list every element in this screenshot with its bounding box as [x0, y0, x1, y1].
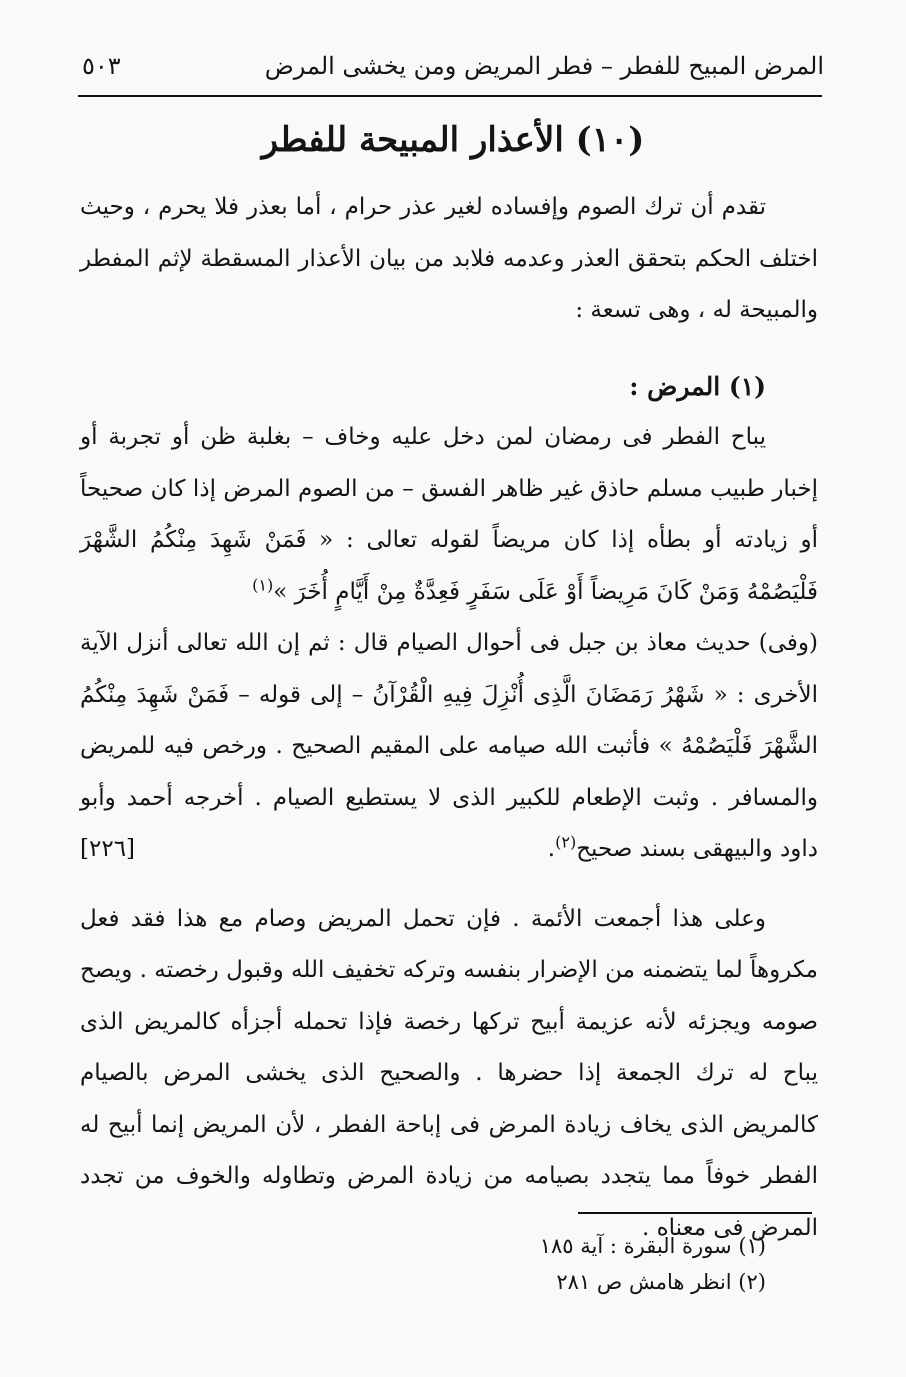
paragraph-1	[80, 412, 818, 618]
footnote-ref-2: (٢)	[555, 832, 577, 852]
paragraph-2-text-b: فأثبت الله صيامه على المقيم الصحيح . ورخص فيه للمريض والمسافر . وثبت الإطعام للكبير الذى لا يستطيع الصيام . أخرجه أحمد وأبو داود والبيهقى بسند صحيح	[80, 733, 818, 862]
footnotes	[80, 1228, 818, 1300]
paragraph-2: (وفى) حديث معاذ بن جبل فى أحوال الصيام قال : ثم إن الله تعالى أنزل الآية الأخرى : « شَهْرُ رَمَضَانَ الَّذِى أُنْزِلَ فِيهِ الْقُرْآنُ – إلى قوله – فَمَنْ شَهِدَ مِنْكُمُ الشَّهْرَ فَلْيَصُمْهُ » فأثبت الله صيامه على المقيم الصحيح . ورخص فيه للمريض والمسافر . وثبت الإطعام للكبير الذى لا يستطيع الصيام . أخرجه أحمد وأبو داود والبيهقى بسند صحيح$^{(٢)}$. [٢٢٦]	[80, 618, 818, 876]
quran-verse-2: « شَهْرُ رَمَضَانَ الَّذِى أُنْزِلَ فِيهِ الْقُرْآنُ – إلى قوله – فَمَنْ شَهِدَ مِنْكُمُ الشَّهْرَ فَلْيَصُمْهُ »	[80, 681, 819, 759]
paragraph-1-text: يباح الفطر فى رمضان لمن دخل عليه وخاف – بغلبة ظن أو تجربة أو إخبار طبيب مسلم حاذق غير ظاهر الفسق – من الصوم المرض إذا كان صحيحاً أو زيادته أو بطأه إذا كان مريضاً لقوله تعالى :	[80, 424, 818, 553]
footnote-rule	[578, 1212, 812, 1214]
running-title: المرض المبيح للفطر – فطر المريض ومن يخشى المرض	[264, 52, 824, 80]
paragraph-2-text-a: (وفى) حديث معاذ بن جبل فى أحوال الصيام قال : ثم إن الله تعالى أنزل الآية الأخرى :	[80, 630, 819, 708]
quran-verse-1: « فَمَنْ شَهِدَ مِنْكُمُ الشَّهْرَ فَلْيَصُمْهُ وَمَنْ كَانَ مَرِيضاً أَوْ عَلَى سَفَرٍ فَعِدَّةٌ مِنْ أَيَّامٍ أُخَرَ »	[80, 527, 818, 605]
body-text	[80, 182, 818, 1254]
section-title: (١٠) الأعذار المبيحة للفطر	[261, 120, 645, 160]
paragraph-3: وعلى هذا أجمعت الأئمة . فإن تحمل المريض وصام مع هذا فقد فعل مكروهاً لما يتضمنه من الإضرار بنفسه وتركه تخفيف الله وقبول رخصته . ويصح صومه ويجزئه لأنه عزيمة أبيح تركها رخصة فإذا تحمله أجزأه كالمريض الذى يباح له ترك الجمعة إذا حضرها . والصحيح الذى يخشى المرض بالصيام كالمريض الذى يخاف زيادة المرض فى إباحة الفطر ، لأن المريض إنما أبيح له الفطر خوفاً مما يتجدد بصيامه من زيادة المرض وتطاوله والخوف من تجدد المرض فى معناه .	[80, 905, 818, 1241]
page-number: ٥٠٣	[82, 52, 121, 80]
header-rule	[78, 95, 822, 97]
footnote-1: (١) سورة البقرة : آية ١٨٥	[539, 1234, 766, 1258]
running-head	[82, 46, 824, 86]
subheading-illness: (١) المرض :	[629, 371, 766, 401]
footnote-2: (٢) انظر هامش ص ٢٨١	[556, 1270, 766, 1294]
intro-paragraph: تقدم أن ترك الصوم وإفساده لغير عذر حرام ، أما بعذر فلا يحرم ، وحيث اختلف الحكم بتحقق العذر وعدمه فلابد من بيان الأعذار المسقطة لإثم المفطر والمبيحة له ، وهى تسعة :	[80, 194, 818, 323]
hadith-number: [٢٢٦]	[80, 836, 136, 862]
footnote-ref-1: (١)	[252, 574, 274, 594]
